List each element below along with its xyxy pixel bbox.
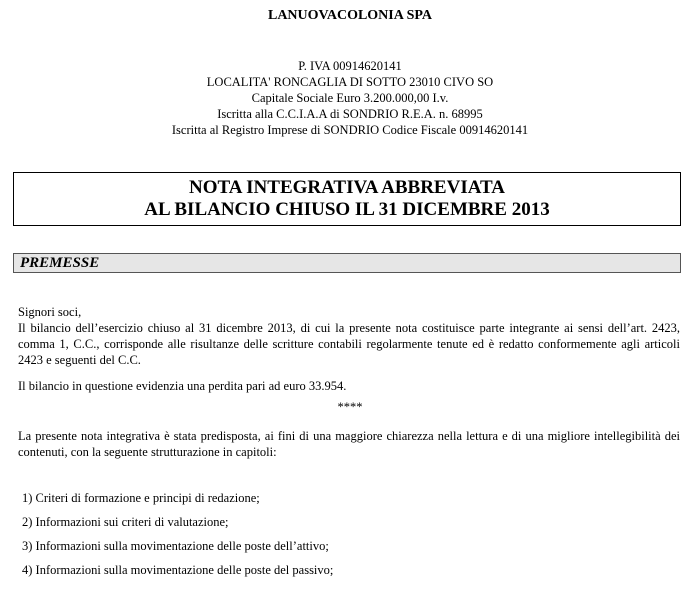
document-title-box [13, 172, 681, 226]
list-item: 1) Criteri di formazione e principi di redazione; [22, 491, 260, 505]
separator: **** [337, 400, 363, 414]
share-capital: Capitale Sociale Euro 3.200.000,00 I.v. [251, 91, 449, 105]
company-name: LANUOVACOLONIA SPA [267, 8, 432, 23]
list-item: 4) Informazioni sulla movimentazione delle poste del passivo; [22, 563, 334, 577]
section-heading-premesse: PREMESSE [13, 253, 681, 273]
vat-number: P. IVA 00914620141 [298, 59, 402, 73]
cciaa-registration: Iscritta alla C.C.I.A.A di SONDRIO R.E.A. n. 68995 [217, 107, 483, 121]
document-title-line2: AL BILANCIO CHIUSO IL 31 DICEMBRE 2013 [144, 199, 550, 220]
company-registration-info [0, 58, 700, 138]
company-address: LOCALITA' RONCAGLIA DI SOTTO 23010 CIVO SO [206, 75, 494, 89]
register-tax-code: Iscritta al Registro Imprese di SONDRIO Codice Fiscale 00914620141 [171, 123, 529, 137]
paragraph-balance-conformity: Il bilancio dell’esercizio chiuso al 31 dicembre 2013, di cui la presente nota costituisce parte integrante ai sensi dell’art. 2423, comma 1, C.C., corrisponde alle risultanze delle scritture contabili regolarmente tenute ed è redatto conformemente agli articoli 2423 e seguenti del C.C. [18, 321, 680, 367]
greeting: Signori soci, [18, 305, 82, 319]
paragraph-loss: Il bilancio in questione evidenzia una perdita pari ad euro 33.954. [18, 379, 347, 393]
list-item: 3) Informazioni sulla movimentazione delle poste dell’attivo; [22, 539, 329, 553]
list-item: 2) Informazioni sui criteri di valutazione; [22, 515, 229, 529]
chapter-list [22, 490, 333, 586]
document-title-line1: NOTA INTEGRATIVA ABBREVIATA [188, 177, 506, 198]
paragraph-structure: La presente nota integrativa è stata predisposta, ai fini di una maggiore chiarezza nella lettura e di una migliore intellegibilità dei contenuti, con la seguente strutturazione in capitoli: [18, 429, 680, 459]
